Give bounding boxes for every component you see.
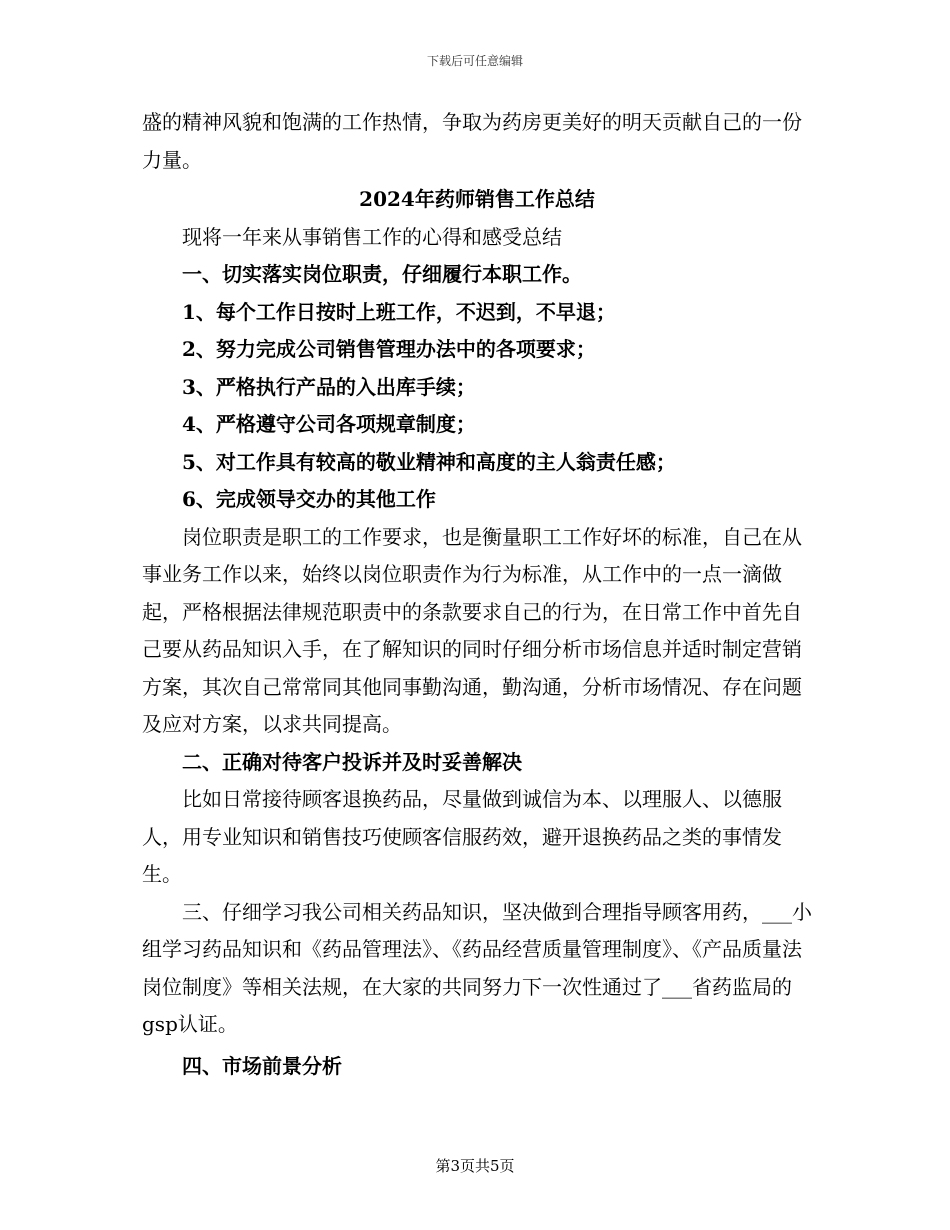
section-heading-4: 四、市场前景分析 bbox=[182, 1053, 342, 1078]
document-body bbox=[142, 104, 812, 1085]
page-header: 下载后可任意编辑 bbox=[426, 54, 523, 68]
list-item-2: 2、努力完成公司销售管理办法中的各项要求； bbox=[182, 337, 596, 361]
document-title: 2024年药师销售工作总结 bbox=[359, 187, 595, 211]
list-item-1: 1、每个工作日按时上班工作，不迟到，不早退； bbox=[182, 299, 616, 324]
section-heading-2: 二、正确对待客户投诉并及时妥善解决 bbox=[182, 749, 522, 774]
list-item-4: 4、严格遵守公司各项规章制度； bbox=[182, 412, 476, 436]
page-footer: 第3页共5页 bbox=[435, 1157, 515, 1175]
list-item-5: 5、对工作具有较高的敬业精神和高度的主人翁责任感； bbox=[182, 449, 676, 474]
list-item-6: 6、完成领导交办的其他工作 bbox=[182, 487, 436, 511]
body-paragraph-3: 三、仔细学习我公司相关药品知识，坚决做到合理指导顾客用药，___小组学习药品知识和《药品管理法》、《药品经营质量管理制度》、《产品质量法岗位制度》等相关法规，在大家的共同努力下一次性通过了___省药监局的gsp认证。 bbox=[142, 899, 812, 1036]
section-heading-1: 一、切实落实岗位职责，仔细履行本职工作。 bbox=[182, 262, 582, 286]
paragraph-continuation: 盛的精神风貌和饱满的工作热情，争取为药房更美好的明天贡献自己的一份力量。 bbox=[142, 110, 802, 172]
body-paragraph-2: 比如日常接待顾客退换药品，尽量做到诚信为本、以理服人、以德服人，用专业知识和销售技巧使顾客信服药效，避开退换药品之类的事情发生。 bbox=[142, 787, 782, 886]
list-item-3: 3、严格执行产品的入出库手续； bbox=[182, 374, 476, 399]
intro-paragraph: 现将一年来从事销售工作的心得和感受总结 bbox=[182, 224, 562, 249]
body-paragraph-1: 岗位职责是职工的工作要求，也是衡量职工工作好坏的标准，自己在从事业务工作以来，始终以岗位职责作为行为标准，从工作中的一点一滴做起，严格根据法律规范职责中的条款要求自己的行为，在日常工作中首先自己要从药品知识入手，在了解知识的同时仔细分析市场信息并适时制定营销方案，其次自己常常同其他同事勤沟通，勤沟通，分析市场情况、存在问题及应对方案，以求共同提高。 bbox=[142, 524, 802, 736]
